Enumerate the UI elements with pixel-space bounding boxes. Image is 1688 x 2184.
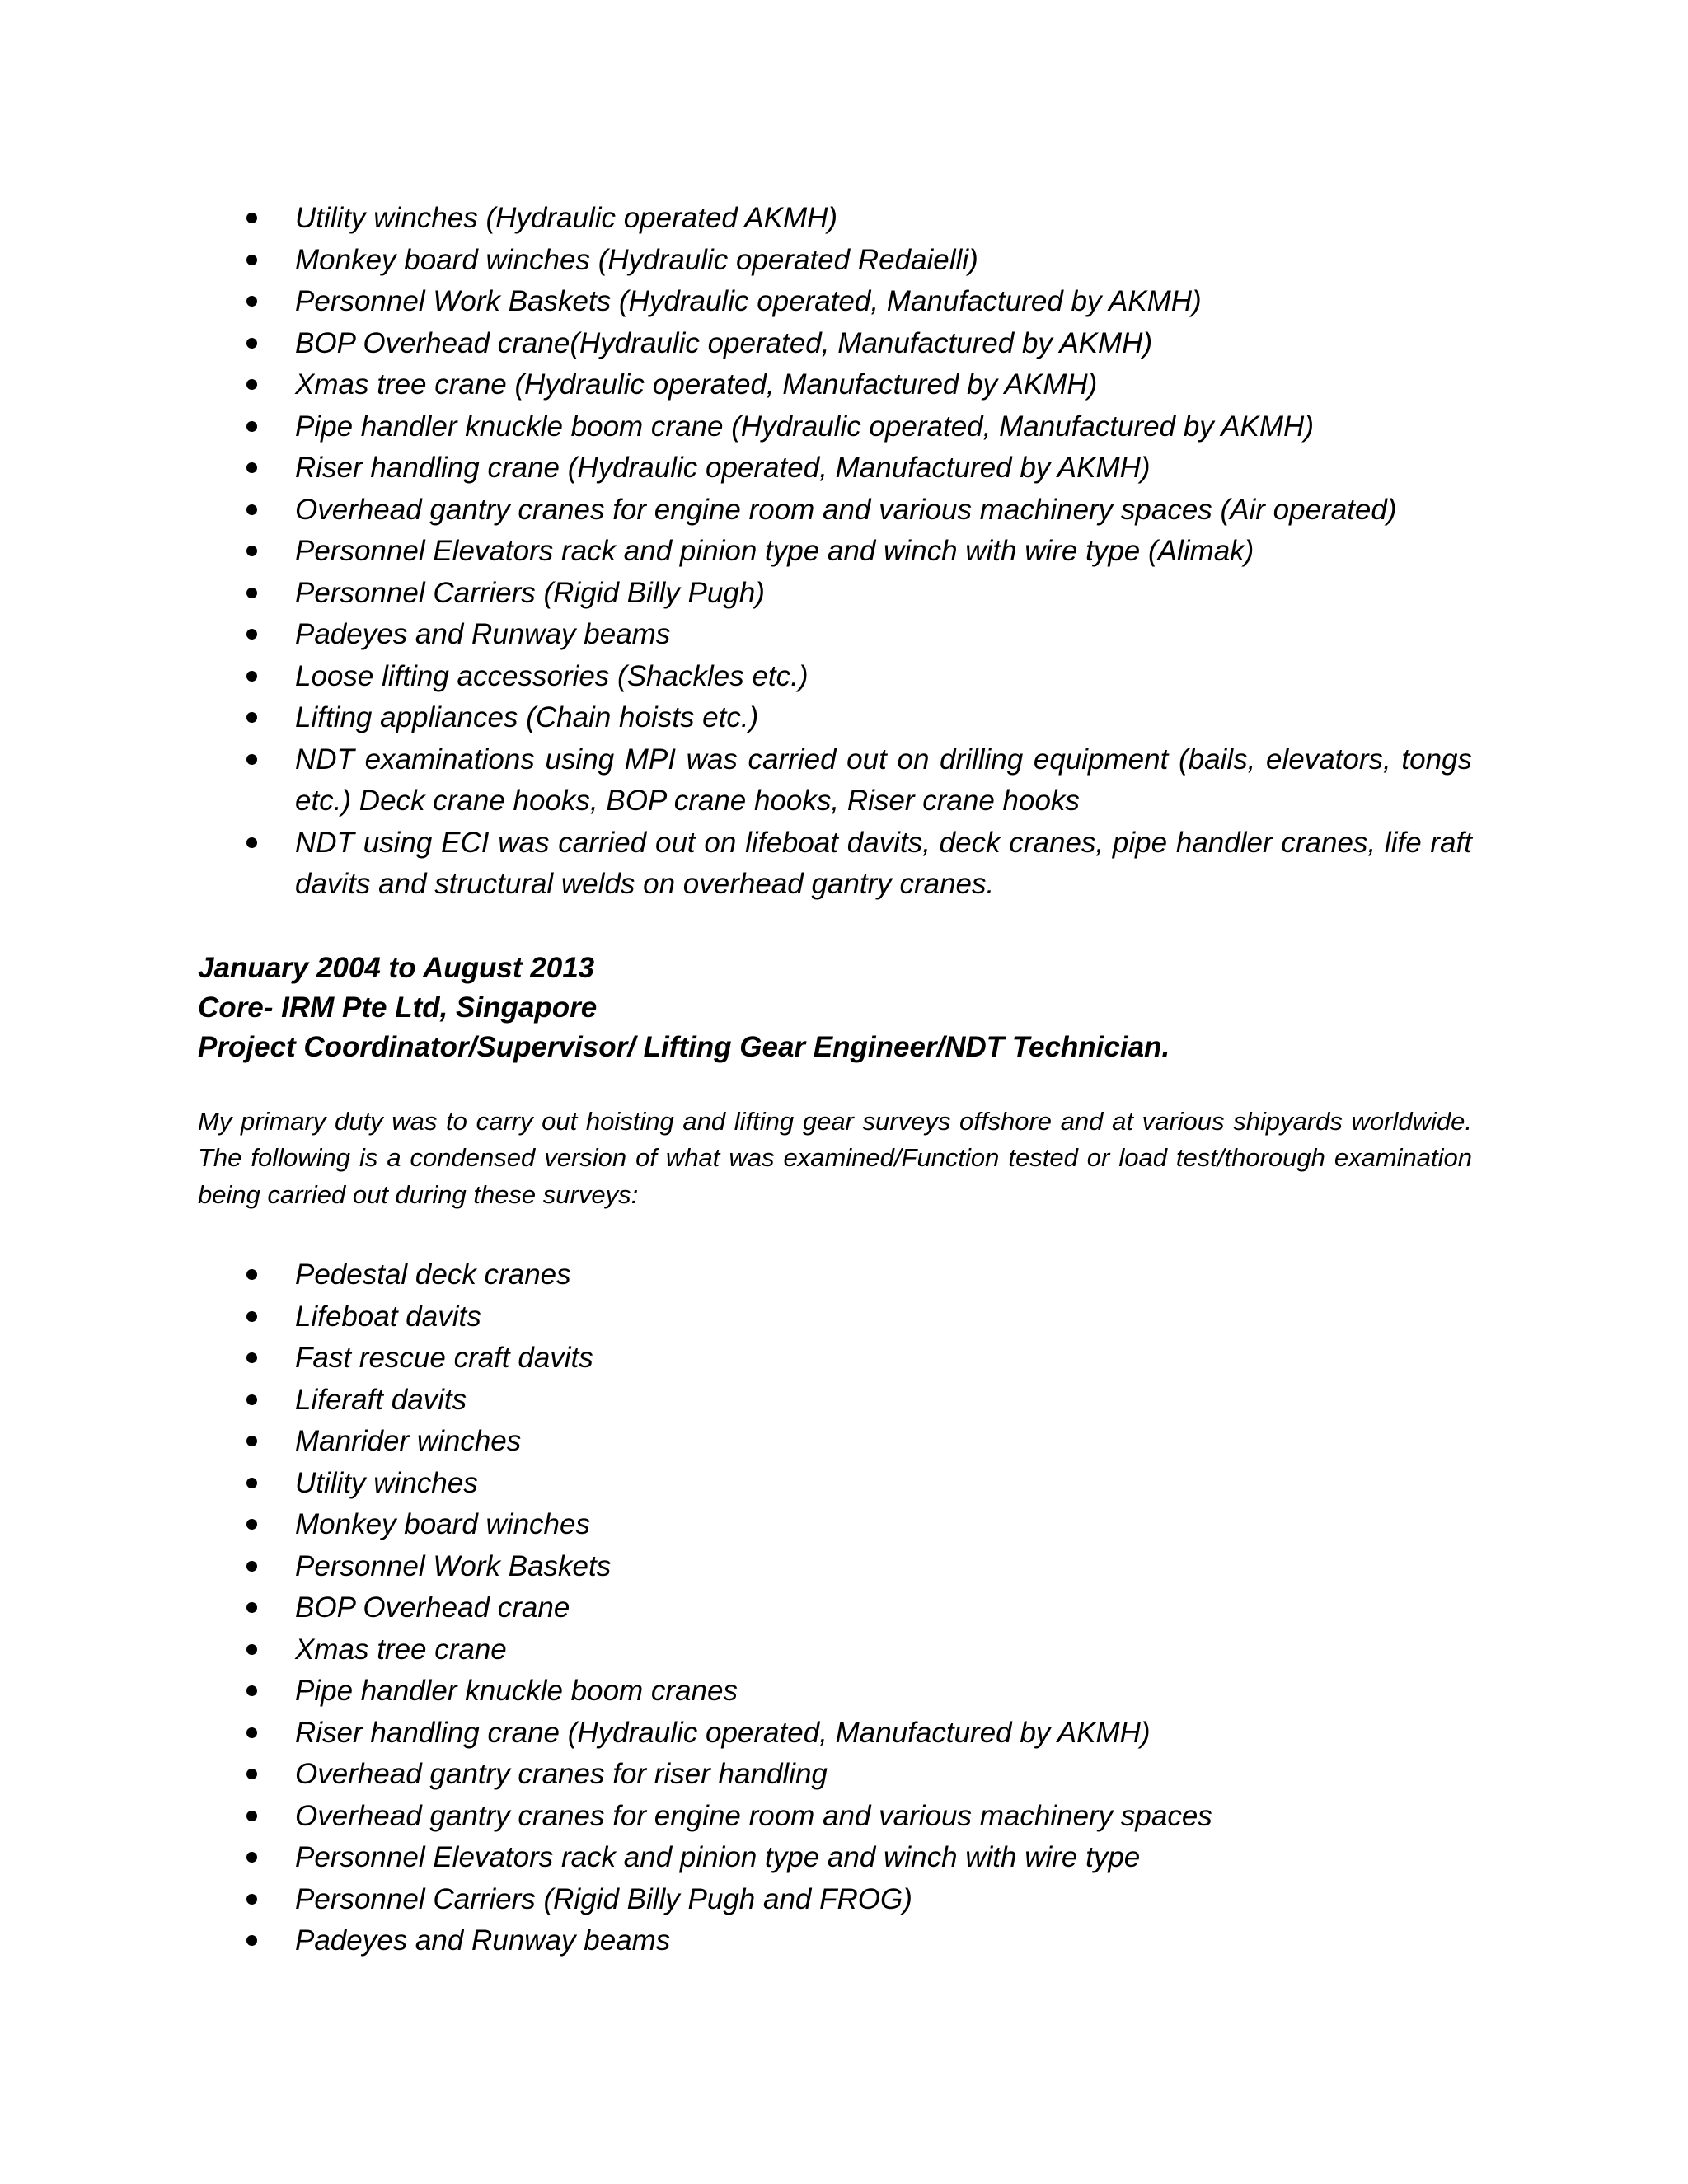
list-item: [198, 240, 1472, 282]
list-item-text: Personnel Carriers (Rigid Billy Pugh): [295, 576, 765, 609]
list-item: [198, 1504, 1472, 1546]
list-item-text: Monkey board winches (Hydraulic operated Redaielli): [295, 243, 978, 276]
bullet-icon: [246, 629, 257, 640]
list-item-text: Xmas tree crane: [295, 1633, 507, 1666]
list-item: [198, 739, 1472, 823]
list-item-text: Manrider winches: [295, 1425, 522, 1457]
list-item: [198, 1546, 1472, 1588]
bullet-icon: [246, 671, 257, 682]
bullet-icon: [246, 1811, 257, 1821]
bullet-icon: [246, 837, 257, 848]
list-item: [198, 364, 1472, 406]
list-item-text: Xmas tree crane (Hydraulic operated, Manufactured by AKMH): [295, 368, 1098, 401]
list-item: [198, 573, 1472, 615]
list-item-text: Pipe handler knuckle boom crane (Hydraulic operated, Manufactured by AKMH): [295, 410, 1314, 443]
list-item: [198, 1837, 1472, 1879]
bullet-icon: [246, 1602, 257, 1613]
job-dates: January 2004 to August 2013: [198, 951, 595, 984]
list-item-text: Pedestal deck cranes: [295, 1258, 571, 1291]
list-item-text: BOP Overhead crane(Hydraulic operated, Manufactured by AKMH): [295, 326, 1153, 359]
bullet-icon: [246, 712, 257, 723]
bullet-icon: [246, 213, 257, 223]
job-intro-paragraph: My primary duty was to carry out hoisting and lifting gear surveys offshore and at various shipyards worldwide. The following is a condensed version of what was examined/Function tested or load test/thorough examination being carried out during these surveys:: [198, 1106, 1472, 1209]
bullet-icon: [246, 421, 257, 432]
list-item-text: Personnel Work Baskets (Hydraulic operated, Manufactured by AKMH): [295, 285, 1202, 317]
list-item: [198, 1380, 1472, 1422]
list-item: [198, 656, 1472, 698]
list-item-text: Utility winches (Hydraulic operated AKMH): [295, 202, 838, 234]
bullet-icon: [246, 1352, 257, 1363]
list-item: [198, 1671, 1472, 1713]
bullet-icon: [246, 1769, 257, 1779]
bullet-icon: [246, 1519, 257, 1530]
bullet-icon: [246, 296, 257, 307]
list-item: [198, 406, 1472, 448]
bullet-icon: [246, 1852, 257, 1863]
list-item-text: NDT examinations using MPI was carried out on drilling equipment (bails, elevators, tongs etc.) Deck crane hooks, BOP crane hooks, Riser crane hooks: [295, 743, 1472, 817]
list-item-text: Personnel Work Baskets: [295, 1549, 612, 1582]
job-title: Project Coordinator/Supervisor/ Lifting Gear Engineer/NDT Technician.: [198, 1030, 1170, 1063]
list-item-text: Loose lifting accessories (Shackles etc.): [295, 659, 809, 692]
list-item: [198, 1421, 1472, 1463]
bullet-icon: [246, 546, 257, 556]
list-item: [198, 1296, 1472, 1338]
list-item: [198, 198, 1472, 240]
list-item: [198, 281, 1472, 323]
list-item: [198, 1796, 1472, 1838]
bullet-icon: [246, 1394, 257, 1405]
bullet-icon: [246, 255, 257, 265]
list-item-text: Fast rescue craft davits: [295, 1342, 593, 1374]
bullet-icon: [246, 1935, 257, 1946]
list-item-text: Monkey board winches: [295, 1508, 590, 1540]
bullet-icon: [246, 1269, 257, 1280]
bullet-icon: [246, 1644, 257, 1655]
job-heading: [198, 949, 1472, 1067]
list-item-text: Personnel Elevators rack and pinion type and winch with wire type (Alimak): [295, 535, 1254, 567]
list-item-text: Overhead gantry cranes for engine room and various machinery spaces (Air operated): [295, 493, 1397, 526]
bullet-icon: [246, 379, 257, 390]
list-item: [198, 448, 1472, 490]
list-item-text: Overhead gantry cranes for engine room and various machinery spaces: [295, 1799, 1212, 1832]
list-item: [198, 1920, 1472, 1962]
equipment-list-bottom: [198, 1254, 1472, 1962]
job-company: Core- IRM Pte Ltd, Singapore: [198, 991, 598, 1024]
list-item: [198, 823, 1472, 906]
list-item-text: Liferaft davits: [295, 1383, 467, 1416]
equipment-list-top: [198, 198, 1472, 906]
list-item-text: Padeyes and Runway beams: [295, 618, 671, 650]
list-item-text: Lifting appliances (Chain hoists etc.): [295, 701, 759, 733]
list-item-text: Pipe handler knuckle boom cranes: [295, 1675, 738, 1707]
page-content: [198, 198, 1472, 1962]
list-item-text: Overhead gantry cranes for riser handling: [295, 1758, 828, 1790]
bullet-icon: [246, 1478, 257, 1488]
list-item: [198, 1879, 1472, 1921]
bullet-icon: [246, 588, 257, 598]
list-item: [198, 614, 1472, 656]
list-item-text: Riser handling crane (Hydraulic operated, Manufactured by AKMH): [295, 452, 1151, 484]
list-item-text: Personnel Elevators rack and pinion type and winch with wire type: [295, 1841, 1141, 1873]
bullet-icon: [246, 462, 257, 473]
list-item: [198, 1254, 1472, 1296]
list-item: [198, 323, 1472, 365]
bullet-icon: [246, 754, 257, 765]
list-item-text: Utility winches: [295, 1466, 478, 1499]
bullet-icon: [246, 1685, 257, 1696]
list-item: [198, 531, 1472, 573]
bullet-icon: [246, 1561, 257, 1572]
bullet-icon: [246, 1894, 257, 1905]
list-item-text: Riser handling crane (Hydraulic operated, Manufactured by AKMH): [295, 1716, 1151, 1749]
list-item: [198, 1629, 1472, 1671]
bullet-icon: [246, 1436, 257, 1446]
list-item: [198, 490, 1472, 532]
bullet-icon: [246, 1727, 257, 1738]
list-item: [198, 1713, 1472, 1755]
bullet-icon: [246, 504, 257, 515]
list-item: [198, 697, 1472, 739]
list-item-text: Padeyes and Runway beams: [295, 1924, 671, 1957]
list-item: [198, 1338, 1472, 1380]
list-item: [198, 1463, 1472, 1505]
bullet-icon: [246, 1311, 257, 1322]
bullet-icon: [246, 338, 257, 349]
list-item: [198, 1754, 1472, 1796]
list-item: [198, 1587, 1472, 1629]
list-item-text: NDT using ECI was carried out on lifeboat davits, deck cranes, pipe handler cranes, life raft davits and structural welds on overhead gantry cranes.: [295, 826, 1472, 900]
list-item-text: BOP Overhead crane: [295, 1591, 570, 1624]
list-item-text: Personnel Carriers (Rigid Billy Pugh and FROG): [295, 1882, 912, 1915]
list-item-text: Lifeboat davits: [295, 1300, 481, 1333]
